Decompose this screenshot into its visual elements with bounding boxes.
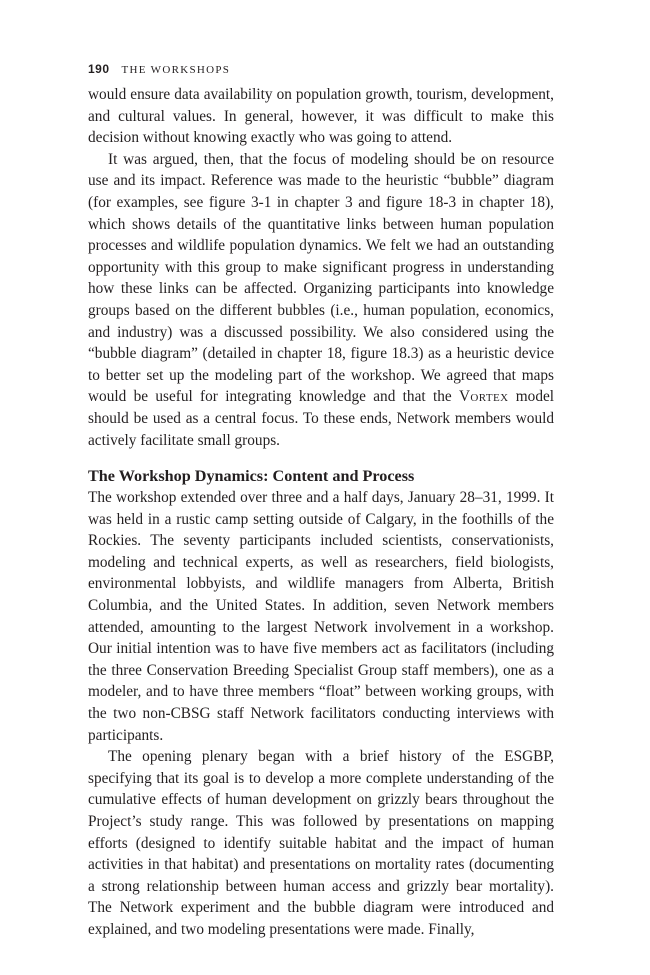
paragraph-4: The opening plenary began with a brief history of the ESGBP, specifying that its goal is to develop a more complete understanding of the cumulative effects of human development on grizzly bears throughout the Project’s study range. This was followed by presentations on mapping efforts (designed to identify suitable habitat and the impact of human activities in that habitat) and presentations on mortality rates (documenting a strong relationship between human access and grizzly bear mortality). The Network experiment and the bubble diagram were introduced and explained, and two modeling presentations were made. Finally,	[88, 748, 554, 938]
running-title: THE WORKSHOPS	[121, 64, 231, 76]
paragraph-2-text-end: model should be used as a central focus. To these ends, Network members would actively facilitate small groups.	[88, 388, 555, 449]
section-heading: The Workshop Dynamics: Content and Process	[88, 467, 415, 486]
paragraph-1: would ensure data availability on population growth, tourism, development, and cultural values. In general, however, it was difficult to make this decision without knowing exactly who was going to attend.	[88, 86, 554, 147]
paragraph-2	[88, 149, 554, 451]
paragraph-3: The workshop extended over three and a half days, January 28–31, 1999. It was held in a rustic camp setting outside of Calgary, in the foothills of the Rockies. The seventy participants included scientists, conservationists, modeling and technical experts, as well as researchers, field biologists, environmental lobbyists, and wildlife managers from Alberta, British Columbia, and the United States. In addition, seven Network members attended, amounting to the largest Network involvement in a workshop. Our initial intention was to have five members act as facilitators (including the three Conservation Breeding Specialist Group staff members), one as a modeler, and to have three members “float” between working groups, with the two non-CBSG staff Network facilitators conducting interviews with participants.	[88, 489, 554, 744]
page-number: 190	[88, 62, 110, 76]
book-page	[88, 62, 554, 941]
paragraph-2-text-start: It was argued, then, that the focus of modeling should be on resource use and its impact. Reference was made to the heuristic “bubble” diagram (for examples, see figure 3-1 in chapter 3 and figure 18-3 in chapter 18), which shows details of the quantitative links between human population processes and wildlife population dynamics. We felt we had an outstanding opportunity with this group to make significant progress in understanding how these links can be affected. Organizing participants into knowledge groups based on the different bubbles (i.e., human population, economics, and industry) was a discussed possibility. We also considered using the “bubble diagram” (detailed in chapter 18, figure 18.3) as a heuristic device to better set up the modeling part of the workshop. We agreed that maps would be useful for integrating knowledge and that the	[88, 150, 554, 406]
running-head	[88, 62, 554, 84]
vortex-model-name: Vortex	[458, 388, 509, 406]
